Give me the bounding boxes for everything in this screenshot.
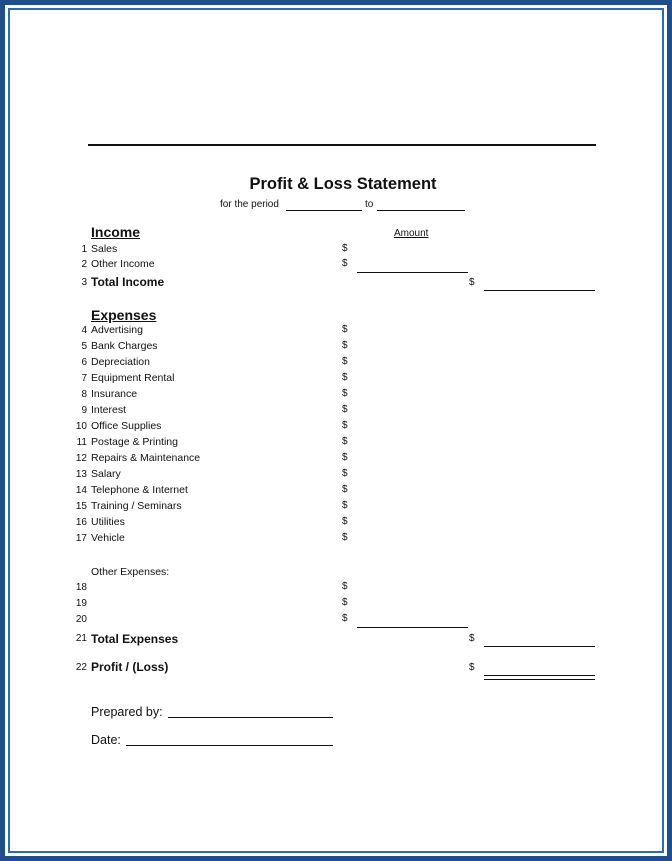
total-expenses-dollar: $	[469, 633, 475, 644]
date-label: Date:	[91, 733, 121, 747]
profit-dollar: $	[469, 662, 475, 673]
row-dollar: $	[342, 581, 348, 592]
row-amount-field[interactable]	[357, 579, 468, 593]
row-number: 14	[75, 485, 87, 496]
row-amount-field[interactable]	[357, 482, 468, 496]
row-label: Vehicle	[91, 532, 125, 544]
row-amount-field[interactable]	[357, 514, 468, 528]
period-to: to	[365, 199, 374, 210]
row-number: 2	[81, 258, 87, 270]
row-amount-field[interactable]	[357, 498, 468, 512]
total-expenses-number: 21	[75, 633, 87, 644]
row-label: Utilities	[91, 516, 125, 528]
row-amount-field[interactable]	[357, 595, 468, 609]
row-dollar: $	[342, 597, 348, 608]
row-number: 16	[75, 517, 87, 528]
row-label: Sales	[91, 243, 118, 255]
row-number: 5	[81, 341, 87, 352]
row-dollar: $	[342, 516, 348, 527]
period-start-field[interactable]	[286, 210, 362, 211]
row-dollar: $	[342, 404, 348, 415]
row-amount-field[interactable]	[357, 241, 468, 255]
row-number: 1	[81, 244, 87, 255]
total-income-label: Total Income	[91, 275, 165, 289]
row-amount-field[interactable]	[357, 530, 468, 544]
row-amount-field[interactable]	[357, 466, 468, 480]
row-dollar: $	[342, 613, 348, 624]
profit-number: 22	[75, 662, 87, 673]
prepared-by-label: Prepared by:	[91, 705, 163, 719]
row-label: Other Income	[91, 257, 155, 270]
row-dollar: $	[342, 420, 348, 431]
row-number: 20	[75, 614, 87, 625]
row-dollar: $	[342, 324, 348, 335]
row-label: Equipment Rental	[91, 372, 175, 384]
row-dollar: $	[342, 243, 348, 254]
row-label: Insurance	[91, 388, 138, 400]
row-label: Office Supplies	[91, 420, 162, 432]
row-amount-field[interactable]	[357, 370, 468, 384]
row-dollar: $	[342, 388, 348, 399]
row-number: 13	[75, 469, 87, 480]
prepared-by-field[interactable]	[168, 717, 333, 718]
row-amount-field[interactable]	[357, 322, 468, 336]
document-title: Profit & Loss Statement	[249, 175, 437, 193]
row-label: Advertising	[91, 324, 143, 336]
row-number: 18	[75, 582, 87, 593]
other-expenses-heading: Other Expenses:	[91, 566, 170, 578]
row-dollar: $	[342, 372, 348, 383]
row-number: 10	[75, 421, 87, 432]
row-dollar: $	[342, 340, 348, 351]
row-amount-field[interactable]	[357, 402, 468, 416]
row-dollar: $	[342, 532, 348, 543]
row-amount-field[interactable]	[357, 256, 468, 270]
row-label: Repairs & Maintenance	[91, 452, 201, 464]
row-dollar: $	[342, 436, 348, 447]
row-label: Training / Seminars	[91, 500, 182, 512]
expenses-subtotal-line	[357, 627, 468, 628]
row-number: 15	[75, 501, 87, 512]
row-dollar: $	[342, 484, 348, 495]
row-number: 4	[81, 325, 87, 336]
income-subtotal-line	[357, 272, 468, 273]
row-label: Salary	[91, 468, 121, 480]
total-income-field[interactable]	[484, 290, 595, 291]
row-amount-field[interactable]	[357, 611, 468, 625]
row-label: Telephone & Internet	[91, 484, 188, 496]
period-prefix: for the period	[220, 199, 279, 210]
row-label: Bank Charges	[91, 340, 158, 352]
row-dollar: $	[342, 356, 348, 367]
total-income-dollar: $	[469, 277, 475, 288]
period-end-field[interactable]	[377, 210, 465, 211]
row-number: 11	[76, 437, 87, 448]
row-label: Depreciation	[91, 356, 150, 368]
date-field[interactable]	[126, 745, 333, 746]
row-label: Postage & Printing	[91, 436, 178, 448]
profit-field[interactable]	[484, 675, 595, 680]
row-dollar: $	[342, 468, 348, 479]
row-dollar: $	[342, 257, 348, 269]
row-number: 9	[81, 405, 87, 416]
row-dollar: $	[342, 500, 348, 511]
row-amount-field[interactable]	[357, 338, 468, 352]
total-income-number: 3	[81, 277, 87, 288]
row-dollar: $	[342, 452, 348, 463]
row-amount-field[interactable]	[357, 434, 468, 448]
row-amount-field[interactable]	[357, 418, 468, 432]
row-number: 7	[81, 373, 87, 384]
row-label: Interest	[91, 404, 127, 416]
total-expenses-label: Total Expenses	[91, 632, 179, 646]
amount-heading: Amount	[394, 228, 429, 239]
income-heading: Income	[91, 224, 141, 240]
row-number: 6	[81, 357, 87, 368]
row-number: 17	[75, 533, 87, 544]
top-rule	[88, 144, 596, 146]
row-number: 12	[75, 453, 87, 464]
row-number: 8	[81, 389, 87, 400]
row-amount-field[interactable]	[357, 354, 468, 368]
row-number: 19	[75, 598, 87, 609]
total-expenses-field[interactable]	[484, 646, 595, 647]
expenses-heading: Expenses	[91, 307, 157, 323]
profit-label: Profit / (Loss)	[91, 660, 169, 674]
row-amount-field[interactable]	[357, 386, 468, 400]
row-amount-field[interactable]	[357, 450, 468, 464]
